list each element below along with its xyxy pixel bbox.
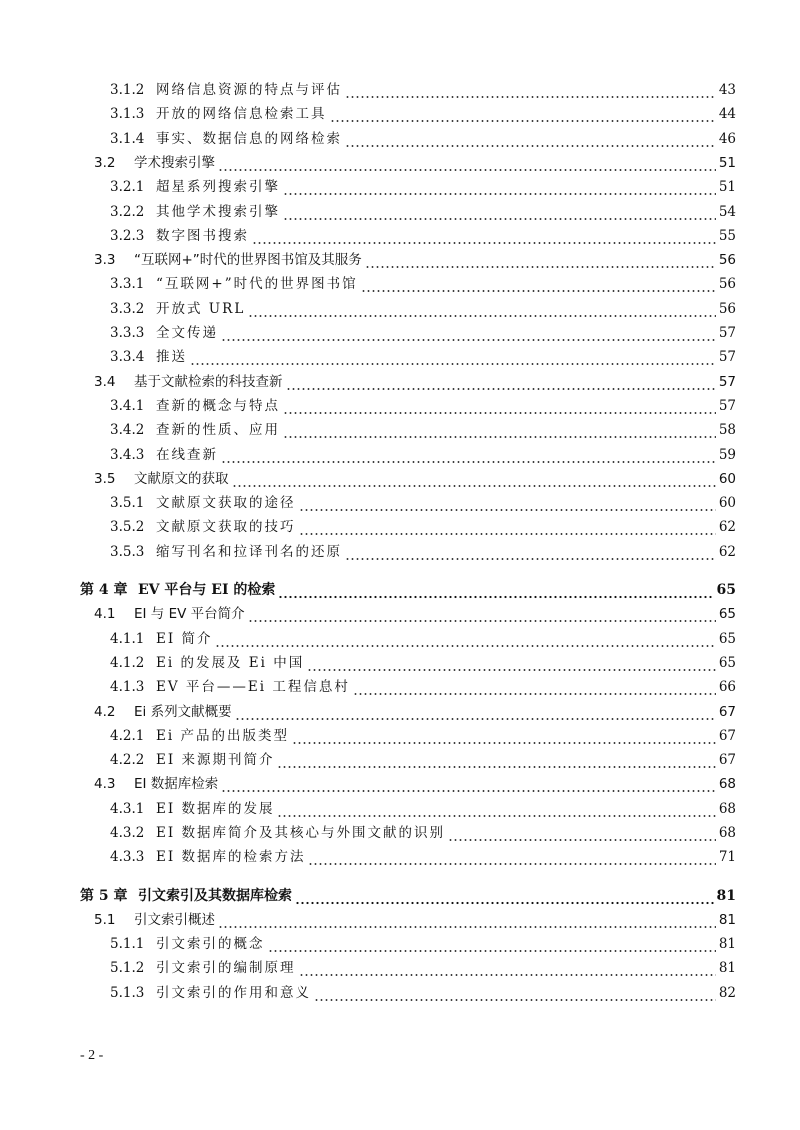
toc-entry-title: 查新的概念与特点 — [156, 398, 280, 414]
toc-subsection-entry[interactable] — [110, 174, 736, 196]
dot-leader — [235, 706, 716, 721]
toc-entry-number: 4.3.2 — [110, 825, 145, 841]
toc-entry-page: 67 — [718, 752, 736, 768]
toc-subsection-entry[interactable] — [110, 126, 736, 148]
dot-leader — [361, 278, 716, 293]
toc-entry-number: 3.4.3 — [110, 447, 145, 463]
dot-leader — [299, 497, 716, 512]
toc-section-entry[interactable] — [94, 907, 736, 929]
dot-leader — [268, 938, 716, 953]
toc-entry-page: 58 — [718, 422, 736, 438]
toc-entry-number: 3.4 — [94, 374, 116, 390]
dot-leader — [308, 851, 715, 866]
toc-entry-title: EV 平台——Ei 工程信息村 — [156, 679, 350, 695]
toc-subsection-entry[interactable] — [110, 980, 736, 1002]
toc-entry-title: EI 与 EV 平台简介 — [134, 606, 245, 622]
toc-entry-title: 引文索引的作用和意义 — [156, 985, 311, 1001]
toc-subsection-entry[interactable] — [110, 955, 736, 977]
toc-entry-title: 引文索引及其数据库检索 — [138, 888, 292, 904]
toc-subsection-entry[interactable] — [110, 796, 736, 818]
toc-entry-number: 第 5 章 — [80, 888, 128, 904]
toc-subsection-entry[interactable] — [110, 417, 736, 439]
toc-entry-title: 开放式 URL — [156, 301, 246, 317]
toc-entry-title: 引文索引的概念 — [156, 936, 265, 952]
toc-entry-number: 4.3 — [94, 776, 116, 792]
toc-subsection-entry[interactable] — [110, 626, 736, 648]
toc-entry-page: 56 — [718, 252, 736, 268]
toc-entry-number: 3.3.1 — [110, 276, 145, 292]
toc-entry-number: 3.3 — [94, 252, 116, 268]
toc-entry-number: 3.3.3 — [110, 325, 145, 341]
toc-subsection-entry[interactable] — [110, 199, 736, 221]
toc-entry-title: “互联网+”时代的世界图书馆及其服务 — [134, 252, 362, 268]
toc-subsection-entry[interactable] — [110, 650, 736, 672]
dot-leader — [283, 400, 716, 415]
toc-entry-page: 65 — [718, 631, 736, 647]
dot-leader — [283, 206, 716, 221]
toc-section-entry[interactable] — [94, 699, 736, 721]
toc-entry-title: 学术搜索引擎 — [134, 155, 215, 171]
toc-entry-title: EI 数据库检索 — [134, 776, 219, 792]
toc-entry-page: 68 — [718, 801, 736, 817]
toc-entry-number: 3.5.2 — [110, 519, 145, 535]
toc-entry-page: 60 — [718, 471, 736, 487]
toc-entry-number: 4.3.3 — [110, 849, 145, 865]
dot-leader — [345, 84, 716, 99]
toc-entry-title: Ei 系列文献概要 — [134, 704, 232, 720]
toc-entry-page: 46 — [718, 131, 736, 147]
dot-leader — [314, 987, 716, 1002]
dot-leader — [295, 890, 714, 905]
toc-entry-title: 文献原文获取的技巧 — [156, 519, 296, 535]
toc-entry-page: 54 — [718, 204, 736, 220]
toc-entry-number: 4.1 — [94, 606, 116, 622]
toc-entry-number: 4.2.1 — [110, 728, 145, 744]
dot-leader — [345, 546, 716, 561]
toc-entry-number: 4.2.2 — [110, 752, 145, 768]
toc-entry-number: 3.1.2 — [110, 82, 145, 98]
toc-entry-number: 3.3.4 — [110, 349, 145, 365]
toc-entry-page: 81 — [718, 960, 736, 976]
toc-entry-page: 67 — [718, 728, 736, 744]
toc-subsection-entry[interactable] — [110, 296, 736, 318]
dot-leader — [221, 778, 716, 793]
dot-leader — [365, 254, 716, 269]
toc-entry-title: EI 数据库的发展 — [156, 801, 275, 817]
page-number: - 2 - — [80, 1048, 104, 1063]
toc-entry-number: 3.5.1 — [110, 495, 145, 511]
toc-entry-title: 文献原文获取的途径 — [156, 495, 296, 511]
toc-entry-title: 基于文献检索的科技查新 — [134, 374, 283, 390]
toc-entry-title: 事实、数据信息的网络检索 — [156, 131, 342, 147]
toc-entry-number: 3.1.4 — [110, 131, 145, 147]
toc-entry-number: 3.4.2 — [110, 422, 145, 438]
toc-entry-title: 缩写刊名和拉译刊名的还原 — [156, 544, 342, 560]
toc-entry-page: 62 — [718, 544, 736, 560]
dot-leader — [221, 449, 716, 464]
toc-entry-page: 56 — [718, 301, 736, 317]
toc-entry-title: 推送 — [156, 349, 187, 365]
toc-section-entry[interactable] — [94, 247, 736, 269]
toc-entry-number: 3.5.3 — [110, 544, 145, 560]
toc-entry-number: 第 4 章 — [80, 582, 128, 598]
toc-section-entry[interactable] — [94, 601, 736, 623]
toc-entry-page: 57 — [718, 325, 736, 341]
dot-leader — [278, 584, 713, 599]
toc-section-entry[interactable] — [94, 466, 736, 488]
toc-entry-number: 4.2 — [94, 704, 116, 720]
toc-entry-page: 82 — [718, 985, 736, 1001]
dot-leader — [353, 681, 716, 696]
toc-entry-page: 67 — [718, 704, 736, 720]
toc-subsection-entry[interactable] — [110, 820, 736, 842]
toc-entry-page: 68 — [718, 776, 736, 792]
toc-entry-title: 引文索引概述 — [134, 912, 215, 928]
toc-entry-title: “互联网+”时代的世界图书馆 — [156, 276, 358, 292]
dot-leader — [299, 521, 716, 536]
dot-leader — [277, 803, 715, 818]
toc-entry-page: 57 — [718, 349, 736, 365]
toc-entry-number: 4.3.1 — [110, 801, 145, 817]
dot-leader — [218, 914, 716, 929]
dot-leader — [299, 962, 716, 977]
toc-entry-title: EI 简介 — [156, 631, 213, 647]
toc-entry-number: 3.3.2 — [110, 301, 145, 317]
dot-leader — [283, 181, 716, 196]
dot-leader — [252, 230, 716, 245]
toc-entry-page: 57 — [718, 398, 736, 414]
toc-entry-page: 57 — [718, 374, 736, 390]
dot-leader — [292, 730, 716, 745]
toc-entry-number: 3.2.1 — [110, 179, 145, 195]
toc-subsection-entry[interactable] — [110, 490, 736, 512]
dot-leader — [248, 303, 716, 318]
toc-entry-page: 55 — [718, 228, 736, 244]
toc-chapter-entry[interactable] — [80, 883, 736, 905]
toc-subsection-entry[interactable] — [110, 514, 736, 536]
dot-leader — [330, 108, 716, 123]
toc-entry-page: 65 — [718, 655, 736, 671]
toc-entry-number: 3.2.3 — [110, 228, 145, 244]
toc-entry-page: 60 — [718, 495, 736, 511]
toc-entry-title: 网络信息资源的特点与评估 — [156, 82, 342, 98]
toc-entry-title: 在线查新 — [156, 447, 218, 463]
toc-entry-number: 3.4.1 — [110, 398, 145, 414]
toc-subsection-entry[interactable] — [110, 747, 736, 769]
toc-entry-number: 4.1.1 — [110, 631, 145, 647]
toc-entry-title: 引文索引的编制原理 — [156, 960, 296, 976]
toc-entry-page: 62 — [718, 519, 736, 535]
toc-subsection-entry[interactable] — [110, 844, 736, 866]
toc-entry-number: 4.1.2 — [110, 655, 145, 671]
toc-entry-title: EI 数据库的检索方法 — [156, 849, 306, 865]
toc-section-entry[interactable] — [94, 771, 736, 793]
toc-entry-title: 文献原文的获取 — [134, 471, 229, 487]
dot-leader — [215, 633, 715, 648]
toc-entry-page: 81 — [718, 912, 736, 928]
toc-subsection-entry[interactable] — [110, 931, 736, 953]
toc-subsection-entry[interactable] — [110, 101, 736, 123]
toc-entry-page: 51 — [718, 155, 736, 171]
toc-entry-page: 65 — [716, 582, 736, 598]
toc-entry-title: 查新的性质、应用 — [156, 422, 280, 438]
toc-entry-page: 56 — [718, 276, 736, 292]
toc-entry-number: 5.1.3 — [110, 985, 145, 1001]
toc-entry-title: Ei 产品的出版类型 — [156, 728, 289, 744]
toc-entry-page: 81 — [716, 888, 736, 904]
toc-section-entry[interactable] — [94, 150, 736, 172]
toc-section-entry[interactable] — [94, 369, 736, 391]
dot-leader — [190, 351, 716, 366]
toc-entry-title: EV 平台与 EI 的检索 — [138, 582, 276, 598]
toc-entry-title: 全文传递 — [156, 325, 218, 341]
toc-subsection-entry[interactable] — [110, 344, 736, 366]
dot-leader — [307, 657, 716, 672]
toc-entry-page: 65 — [718, 606, 736, 622]
toc-subsection-entry[interactable] — [110, 442, 736, 464]
toc-entry-number: 3.2 — [94, 155, 116, 171]
dot-leader — [286, 376, 716, 391]
toc-entry-page: 81 — [718, 936, 736, 952]
toc-subsection-entry[interactable] — [110, 320, 736, 342]
dot-leader — [232, 473, 716, 488]
toc-entry-number: 5.1.2 — [110, 960, 145, 976]
toc-entry-title: Ei 的发展及 Ei 中国 — [156, 655, 305, 671]
toc-entry-page: 44 — [718, 106, 736, 122]
toc-entry-page: 66 — [718, 679, 736, 695]
toc-subsection-entry[interactable] — [110, 77, 736, 99]
toc-subsection-entry[interactable] — [110, 223, 736, 245]
toc-entry-number: 5.1.1 — [110, 936, 145, 952]
toc-entry-title: 其他学术搜索引擎 — [156, 204, 280, 220]
toc-entry-page: 43 — [718, 82, 736, 98]
dot-leader — [218, 157, 716, 172]
toc-subsection-entry[interactable] — [110, 539, 736, 561]
toc-subsection-entry[interactable] — [110, 723, 736, 745]
dot-leader — [277, 754, 715, 769]
toc-entry-page: 68 — [718, 825, 736, 841]
toc-subsection-entry[interactable] — [110, 674, 736, 696]
toc-chapter-entry[interactable] — [80, 577, 736, 599]
toc-entry-number: 5.1 — [94, 912, 116, 928]
toc-entry-number: 3.5 — [94, 471, 116, 487]
toc-entry-page: 51 — [718, 179, 736, 195]
toc-entry-number: 3.2.2 — [110, 204, 145, 220]
toc-entry-title: EI 来源期刊简介 — [156, 752, 275, 768]
dot-leader — [248, 608, 716, 623]
dot-leader — [221, 327, 716, 342]
dot-leader — [283, 424, 716, 439]
toc-subsection-entry[interactable] — [110, 271, 736, 293]
toc-entry-title: 超星系列搜索引擎 — [156, 179, 280, 195]
toc-entry-number: 3.1.3 — [110, 106, 145, 122]
dot-leader — [448, 827, 716, 842]
toc-entry-title: EI 数据库简介及其核心与外围文献的识别 — [156, 825, 445, 841]
dot-leader — [345, 133, 716, 148]
toc-subsection-entry[interactable] — [110, 393, 736, 415]
toc-entry-page: 59 — [718, 447, 736, 463]
toc-entry-number: 4.1.3 — [110, 679, 145, 695]
toc-entry-title: 数字图书搜索 — [156, 228, 249, 244]
toc-entry-page: 71 — [718, 849, 736, 865]
toc-entry-title: 开放的网络信息检索工具 — [156, 106, 327, 122]
